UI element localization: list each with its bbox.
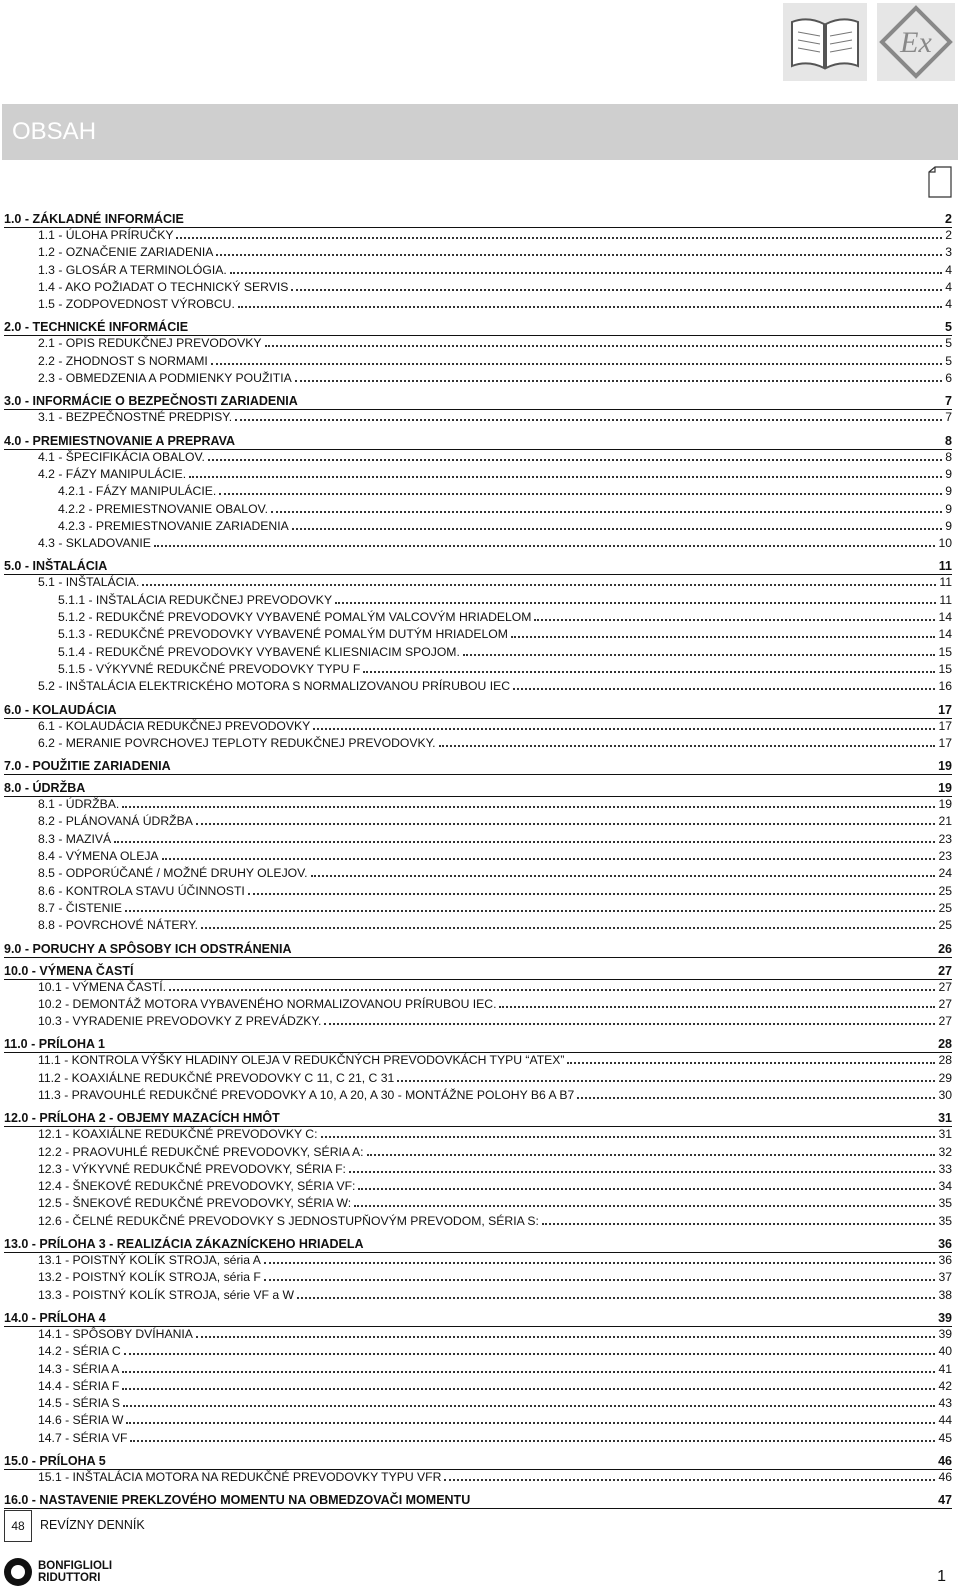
toc-entry[interactable] bbox=[4, 371, 952, 388]
toc-leader-dots bbox=[248, 892, 936, 895]
toc-leader-dots bbox=[542, 1222, 936, 1225]
toc-entry[interactable] bbox=[4, 1362, 952, 1379]
manual-book-icon bbox=[782, 2, 868, 82]
toc-page-number: 4 bbox=[945, 297, 952, 312]
toc-entry[interactable] bbox=[4, 1196, 952, 1213]
toc-page-number: 9 bbox=[945, 484, 952, 499]
toc-entry[interactable] bbox=[4, 410, 952, 427]
toc-title: 15.1 - INŠTALÁCIA MOTORA NA REDUKČNÉ PREVODOVKY TYPU VFR bbox=[38, 1470, 442, 1485]
toc-title: 8.7 - ČISTENIE bbox=[38, 900, 122, 915]
toc-section-heading[interactable] bbox=[4, 555, 952, 575]
toc-subentry[interactable] bbox=[4, 502, 952, 519]
toc-title: 4.1 - ŠPECIFIKÁCIA OBALOV. bbox=[38, 449, 205, 464]
toc-title: 8.0 - ÚDRŽBA bbox=[4, 781, 86, 796]
toc-section-heading[interactable] bbox=[4, 960, 952, 980]
toc-title: 14.5 - SÉRIA S bbox=[38, 1396, 120, 1411]
toc-entry[interactable] bbox=[4, 336, 952, 353]
toc-leader-dots bbox=[124, 1352, 936, 1355]
toc-page-number: 33 bbox=[938, 1161, 952, 1176]
toc-page-number: 40 bbox=[938, 1344, 952, 1359]
toc-leader-dots bbox=[123, 1404, 935, 1407]
toc-page-number: 2 bbox=[945, 228, 952, 242]
toc-leader-dots bbox=[297, 1296, 935, 1299]
toc-subentry[interactable] bbox=[4, 662, 952, 679]
toc-title: 10.1 - VÝMENA ČASTÍ. bbox=[38, 979, 167, 994]
toc-title: 10.2 - DEMONTÁŽ MOTORA VYBAVENÉHO NORMALIZOVANOU PRÍRUBOU IEC. bbox=[38, 996, 497, 1011]
toc-page-number: 35 bbox=[938, 1213, 952, 1228]
toc-section-heading[interactable] bbox=[4, 1489, 952, 1509]
toc-entry[interactable] bbox=[4, 866, 952, 883]
toc-entry[interactable] bbox=[4, 536, 952, 553]
toc-leader-dots bbox=[169, 988, 935, 991]
toc-title: 8.8 - POVRCHOVÉ NÁTERY. bbox=[38, 918, 199, 933]
toc-section-heading[interactable] bbox=[4, 755, 952, 775]
toc-page-number: 23 bbox=[938, 849, 952, 864]
toc-title: 12.5 - ŠNEKOVÉ REDUKČNÉ PREVODOVKY, SÉRIA W: bbox=[38, 1196, 352, 1211]
toc-page-number: 6 bbox=[945, 371, 952, 386]
toc-page-number: 25 bbox=[938, 918, 952, 933]
toc-title: 6.1 - KOLAUDÁCIA REDUKČNEJ PREVODOVKY bbox=[38, 718, 311, 733]
toc-page-number: 29 bbox=[938, 1070, 952, 1085]
toc-title: 5.1.4 - REDUKČNÉ PREVODOVKY VYBAVENÉ KLIESNIACIM SPOJOM. bbox=[58, 644, 460, 659]
revision-page-box bbox=[4, 1510, 32, 1542]
toc-page-number: 4 bbox=[945, 262, 952, 277]
toc-title: 8.5 - ODPORÚČANÉ / MOŽNÉ DRUHY OLEJOV. bbox=[38, 866, 308, 881]
toc-title: 14.3 - SÉRIA A bbox=[38, 1361, 120, 1376]
toc-title: 5.1.1 - INŠTALÁCIA REDUKČNEJ PREVODOVKY bbox=[58, 592, 333, 607]
toc-page-number: 23 bbox=[938, 831, 952, 846]
table-of-contents bbox=[4, 206, 952, 1509]
toc-title: 12.2 - PRAOVUHLÉ REDUKČNÉ PREVODOVKY, SÉRIA A: bbox=[38, 1144, 364, 1159]
toc-leader-dots bbox=[208, 458, 942, 461]
toc-title: 10.0 - VÝMENA ČASTÍ bbox=[4, 963, 134, 978]
toc-title: 4.0 - PREMIESTNOVANIE A PREPRAVA bbox=[4, 433, 236, 448]
toc-section-heading[interactable] bbox=[4, 316, 952, 336]
toc-leader-dots bbox=[324, 1022, 935, 1025]
toc-leader-dots bbox=[122, 1370, 935, 1373]
toc-entry[interactable] bbox=[4, 297, 952, 314]
toc-title: 11.1 - KONTROLA VÝŠKY HLADINY OLEJA V REDUKČNÝCH PREVODOVKÁCH TYPU “ATEX” bbox=[38, 1053, 565, 1068]
toc-title: 1.2 - OZNAČENIE ZARIADENIA bbox=[38, 245, 214, 260]
toc-entry[interactable] bbox=[4, 797, 952, 814]
toc-leader-dots bbox=[122, 1387, 935, 1390]
toc-leader-dots bbox=[216, 253, 942, 256]
toc-entry[interactable] bbox=[4, 1179, 952, 1196]
toc-leader-dots bbox=[264, 1278, 936, 1281]
toc-page-number: 19 bbox=[938, 759, 952, 774]
toc-entry[interactable] bbox=[4, 1431, 952, 1448]
toc-leader-dots bbox=[499, 1005, 935, 1008]
toc-leader-dots bbox=[349, 1170, 935, 1173]
toc-page-number: 27 bbox=[938, 963, 952, 978]
toc-title: 4.3 - SKLADOVANIE bbox=[38, 536, 151, 551]
toc-page-number: 17 bbox=[938, 735, 952, 750]
toc-entry[interactable] bbox=[4, 354, 952, 371]
toc-entry[interactable] bbox=[4, 1088, 952, 1105]
toc-entry[interactable] bbox=[4, 719, 952, 736]
toc-title: 11.2 - KOAXIÁLNE REDUKČNÉ PREVODOVKY C 11, C 21, C 31 bbox=[38, 1070, 395, 1085]
toc-entry[interactable] bbox=[4, 467, 952, 484]
toc-leader-dots bbox=[313, 727, 935, 730]
toc-section-heading[interactable] bbox=[4, 1233, 952, 1253]
toc-entry[interactable] bbox=[4, 832, 952, 849]
toc-page-number: 36 bbox=[938, 1253, 952, 1268]
revision-page-number: 48 bbox=[11, 1519, 25, 1533]
toc-title: 7.0 - POUŽITIE ZARIADENIA bbox=[4, 759, 171, 774]
toc-title: 4.2.3 - PREMIESTNOVANIE ZARIADENIA bbox=[58, 518, 289, 533]
toc-page-number: 30 bbox=[938, 1087, 952, 1102]
toc-title: 15.0 - PRÍLOHA 5 bbox=[4, 1454, 106, 1469]
toc-leader-dots bbox=[463, 653, 936, 656]
toc-leader-dots bbox=[311, 874, 936, 877]
svg-text:Ex: Ex bbox=[900, 26, 932, 59]
toc-leader-dots bbox=[238, 305, 942, 308]
toc-section-heading[interactable] bbox=[4, 1033, 952, 1053]
brand-mark-icon bbox=[4, 1558, 32, 1586]
toc-entry[interactable] bbox=[4, 1270, 952, 1287]
toc-leader-dots bbox=[211, 362, 942, 365]
toc-page-number: 3 bbox=[945, 245, 952, 260]
brand-logo bbox=[4, 1558, 112, 1586]
toc-title: 14.4 - SÉRIA F bbox=[38, 1378, 120, 1393]
brand-subname: RIDUTTORI bbox=[38, 1572, 101, 1584]
toc-section-heading[interactable] bbox=[4, 777, 952, 797]
toc-title: 4.2.2 - PREMIESTNOVANIE OBALOV. bbox=[58, 501, 268, 516]
toc-leader-dots bbox=[125, 909, 935, 912]
toc-leader-dots bbox=[439, 744, 936, 747]
toc-title: 3.0 - INFORMÁCIE O BEZPEČNOSTI ZARIADENIA bbox=[4, 394, 298, 409]
toc-title: 12.1 - KOAXIÁLNE REDUKČNÉ PREVODOVKY C: bbox=[38, 1127, 318, 1142]
toc-entry[interactable] bbox=[4, 679, 952, 696]
header-icons bbox=[782, 2, 956, 82]
toc-entry[interactable] bbox=[4, 997, 952, 1014]
toc-leader-dots bbox=[354, 1204, 935, 1207]
toc-leader-dots bbox=[230, 271, 942, 274]
toc-page-number: 9 bbox=[945, 501, 952, 516]
toc-title: 13.0 - PRÍLOHA 3 - REALIZÁCIA ZÁKAZNÍCKEHO HRIADELA bbox=[4, 1237, 364, 1252]
toc-title: 1.5 - ZODPOVEDNOST VÝROBCU. bbox=[38, 297, 235, 312]
toc-leader-dots bbox=[154, 544, 936, 547]
toc-page-number: 19 bbox=[938, 797, 952, 812]
toc-leader-dots bbox=[201, 926, 935, 929]
revision-log-link[interactable]: REVÍZNY DENNÍK bbox=[40, 1518, 145, 1532]
toc-section-heading[interactable] bbox=[4, 208, 952, 228]
toc-page-number: 31 bbox=[938, 1111, 952, 1126]
toc-title: 6.0 - KOLAUDÁCIA bbox=[4, 702, 117, 717]
toc-leader-dots bbox=[534, 618, 935, 621]
toc-page-number: 11 bbox=[939, 592, 952, 607]
toc-title: 14.7 - SÉRIA VF bbox=[38, 1430, 128, 1445]
toc-leader-dots bbox=[271, 510, 942, 513]
toc-title: 14.2 - SÉRIA C bbox=[38, 1344, 121, 1359]
toc-page-number: 28 bbox=[938, 1037, 952, 1052]
toc-page-number: 25 bbox=[938, 900, 952, 915]
toc-page-number: 44 bbox=[938, 1413, 952, 1428]
toc-page-number: 16 bbox=[938, 679, 952, 694]
toc-leader-dots bbox=[122, 805, 935, 808]
toc-entry[interactable] bbox=[4, 1470, 952, 1487]
toc-title: 9.0 - PORUCHY A SPÔSOBY ICH ODSTRÁNENIA bbox=[4, 941, 292, 956]
toc-page-number: 17 bbox=[938, 702, 952, 717]
toc-title: 8.4 - VÝMENA OLEJA bbox=[38, 849, 159, 864]
toc-leader-dots bbox=[321, 1135, 936, 1138]
toc-entry[interactable] bbox=[4, 849, 952, 866]
toc-entry[interactable] bbox=[4, 1379, 952, 1396]
toc-title: 12.0 - PRÍLOHA 2 - OBJEMY MAZACÍCH HMÔT bbox=[4, 1111, 280, 1126]
toc-page-number: 27 bbox=[938, 979, 952, 994]
toc-title: 4.2.1 - FÁZY MANIPULÁCIE. bbox=[58, 484, 217, 499]
toc-page-number: 43 bbox=[938, 1396, 952, 1411]
toc-leader-dots bbox=[577, 1096, 935, 1099]
toc-page-number: 7 bbox=[945, 394, 952, 409]
toc-title: 1.1 - ÚLOHA PRÍRUČKY bbox=[38, 228, 174, 242]
toc-page-number: 35 bbox=[938, 1196, 952, 1211]
toc-page-number: 47 bbox=[938, 1493, 952, 1508]
toc-entry[interactable] bbox=[4, 1162, 952, 1179]
toc-title: 5.1.3 - REDUKČNÉ PREVODOVKY VYBAVENÉ POMALÝM DUTÝM HRIADELOM bbox=[58, 627, 508, 642]
toc-entry[interactable] bbox=[4, 1327, 952, 1344]
toc-leader-dots bbox=[295, 379, 942, 382]
toc-title: 4.2 - FÁZY MANIPULÁCIE. bbox=[38, 466, 187, 481]
toc-title: 13.1 - POISTNÝ KOLÍK STROJA, séria A bbox=[38, 1253, 261, 1268]
toc-section-heading[interactable] bbox=[4, 699, 952, 719]
toc-title: 13.3 - POISTNÝ KOLÍK STROJA, série VF a W bbox=[38, 1287, 295, 1302]
toc-page-number: 38 bbox=[938, 1287, 952, 1302]
page-number: 1 bbox=[937, 1568, 946, 1585]
toc-page-number: 17 bbox=[938, 718, 952, 733]
toc-entry[interactable] bbox=[4, 901, 952, 918]
toc-page-number: 25 bbox=[938, 883, 952, 898]
toc-page-number: 15 bbox=[938, 661, 952, 676]
toc-page-number: 31 bbox=[938, 1127, 952, 1142]
toc-leader-dots bbox=[567, 1061, 935, 1064]
toc-page-number: 39 bbox=[938, 1326, 952, 1341]
toc-title: 5.1 - INŠTALÁCIA. bbox=[38, 575, 140, 590]
toc-leader-dots bbox=[196, 822, 936, 825]
toc-title: 16.0 - NASTAVENIE PREKLZOVÉHO MOMENTU NA OBMEDZOVAČI MOMENTU bbox=[4, 1493, 471, 1508]
toc-section-heading[interactable] bbox=[4, 430, 952, 450]
toc-page-number: 11 bbox=[938, 559, 952, 574]
toc-entry[interactable] bbox=[4, 1253, 952, 1270]
toc-leader-dots bbox=[265, 344, 943, 347]
toc-title: 6.2 - MERANIE POVRCHOVEJ TEPLOTY REDUKČNEJ PREVODOVKY. bbox=[38, 735, 436, 750]
toc-title: 14.6 - SÉRIA W bbox=[38, 1413, 124, 1428]
toc-page-number: 24 bbox=[938, 866, 952, 881]
toc-title: 12.6 - ČELNÉ REDUKČNÉ PREVODOVKY S JEDNOSTUPŇOVÝM PREVODOM, SÉRIA S: bbox=[38, 1213, 539, 1228]
toc-title: 2.0 - TECHNICKÉ INFORMÁCIE bbox=[4, 320, 189, 335]
toc-subentry[interactable] bbox=[4, 645, 952, 662]
toc-entry[interactable] bbox=[4, 1214, 952, 1231]
toc-entry[interactable] bbox=[4, 814, 952, 831]
toc-title: 11.0 - PRÍLOHA 1 bbox=[4, 1037, 105, 1052]
toc-leader-dots bbox=[162, 857, 936, 860]
toc-entry[interactable] bbox=[4, 1344, 952, 1361]
toc-title: 13.2 - POISTNÝ KOLÍK STROJA, séria F bbox=[38, 1270, 261, 1285]
page-icon bbox=[928, 166, 952, 198]
toc-leader-dots bbox=[264, 1261, 936, 1264]
toc-entry[interactable] bbox=[4, 980, 952, 997]
toc-entry[interactable] bbox=[4, 884, 952, 901]
toc-page-number: 27 bbox=[938, 996, 952, 1011]
toc-page-number: 14 bbox=[938, 610, 952, 625]
toc-leader-dots bbox=[176, 236, 942, 239]
toc-page-number: 39 bbox=[938, 1310, 952, 1325]
toc-leader-dots bbox=[397, 1079, 935, 1082]
toc-leader-dots bbox=[235, 418, 942, 421]
toc-leader-dots bbox=[114, 840, 935, 843]
toc-page-number: 36 bbox=[938, 1237, 952, 1252]
toc-entry[interactable] bbox=[4, 575, 952, 592]
toc-page-number: 32 bbox=[938, 1144, 952, 1159]
toc-leader-dots bbox=[142, 583, 936, 586]
toc-entry[interactable] bbox=[4, 245, 952, 262]
toc-section-heading[interactable] bbox=[4, 1307, 952, 1327]
toc-page-number: 2 bbox=[945, 212, 952, 226]
toc-leader-dots bbox=[444, 1478, 935, 1481]
toc-page-number: 8 bbox=[945, 433, 952, 448]
toc-page-number: 4 bbox=[945, 279, 952, 294]
toc-title: 12.3 - VÝKYVNÉ REDUKČNÉ PREVODOVKY, SÉRIA F: bbox=[38, 1161, 346, 1176]
toc-page-number: 28 bbox=[938, 1053, 952, 1068]
toc-title: 1.4 - AKO POŽIADAT O TECHNICKÝ SERVIS bbox=[38, 279, 289, 294]
toc-title: 2.1 - OPIS REDUKČNEJ PREVODOVKY bbox=[38, 336, 262, 351]
toc-title: 8.6 - KONTROLA STAVU ÚČINNOSTI bbox=[38, 883, 245, 898]
toc-page-number: 5 bbox=[945, 353, 952, 368]
toc-subentry[interactable] bbox=[4, 519, 952, 536]
toc-title: 1.3 - GLOSÁR A TERMINOLÓGIA. bbox=[38, 262, 227, 277]
toc-leader-dots bbox=[130, 1439, 935, 1442]
toc-page-number: 5 bbox=[945, 336, 952, 351]
toc-leader-dots bbox=[219, 492, 942, 495]
toc-leader-dots bbox=[189, 475, 942, 478]
toc-entry[interactable] bbox=[4, 918, 952, 935]
toc-page-number: 9 bbox=[945, 518, 952, 533]
toc-title: 1.0 - ZÁKLADNÉ INFORMÁCIE bbox=[4, 212, 184, 226]
toc-leader-dots bbox=[196, 1335, 936, 1338]
toc-title: 14.0 - PRÍLOHA 4 bbox=[4, 1310, 106, 1325]
page-title: OBSAH bbox=[12, 118, 97, 145]
toc-title: 3.1 - BEZPEČNOSTNÉ PREDPISY. bbox=[38, 410, 233, 425]
toc-subentry[interactable] bbox=[4, 627, 952, 644]
toc-title: 5.0 - INŠTALÁCIA bbox=[4, 559, 108, 574]
toc-entry[interactable] bbox=[4, 1071, 952, 1088]
toc-entry[interactable] bbox=[4, 263, 952, 280]
toc-entry[interactable] bbox=[4, 228, 952, 245]
toc-page-number: 41 bbox=[938, 1361, 952, 1376]
toc-page-number: 15 bbox=[938, 644, 952, 659]
toc-entry[interactable] bbox=[4, 736, 952, 753]
toc-entry[interactable] bbox=[4, 1014, 952, 1031]
toc-entry[interactable] bbox=[4, 450, 952, 467]
toc-page-number: 14 bbox=[938, 627, 952, 642]
toc-title: 2.2 - ZHODNOST S NORMAMI bbox=[38, 353, 208, 368]
toc-page-number: 8 bbox=[945, 449, 952, 464]
toc-page-number: 19 bbox=[938, 781, 952, 796]
toc-title: 10.3 - VYRADENIE PREVODOVKY Z PREVÁDZKY. bbox=[38, 1014, 322, 1029]
toc-title: 8.3 - MAZIVÁ bbox=[38, 831, 112, 846]
toc-title: 8.2 - PLÁNOVANÁ ÚDRŽBA bbox=[38, 814, 193, 829]
toc-section-heading[interactable] bbox=[4, 1450, 952, 1470]
toc-entry[interactable] bbox=[4, 1413, 952, 1430]
toc-title: 14.1 - SPÔSOBY DVÍHANIA bbox=[38, 1326, 193, 1341]
toc-page-number: 10 bbox=[938, 536, 952, 551]
title-banner bbox=[2, 104, 958, 160]
toc-leader-dots bbox=[511, 635, 936, 638]
toc-entry[interactable] bbox=[4, 1396, 952, 1413]
toc-title: 8.1 - ÚDRŽBA. bbox=[38, 797, 120, 812]
toc-section-heading[interactable] bbox=[4, 1107, 952, 1127]
toc-leader-dots bbox=[292, 527, 943, 530]
toc-title: 5.1.5 - VÝKYVNÉ REDUKČNÉ PREVODOVKY TYPU F bbox=[58, 661, 361, 676]
toc-page-number: 5 bbox=[945, 320, 952, 335]
toc-page-number: 45 bbox=[938, 1430, 952, 1445]
toc-page-number: 11 bbox=[939, 575, 952, 590]
toc-entry[interactable] bbox=[4, 1053, 952, 1070]
toc-section-heading[interactable] bbox=[4, 390, 952, 410]
toc-page-number: 27 bbox=[938, 1014, 952, 1029]
toc-subentry[interactable] bbox=[4, 610, 952, 627]
toc-entry[interactable] bbox=[4, 1145, 952, 1162]
toc-page-number: 46 bbox=[938, 1454, 952, 1469]
ex-atex-icon bbox=[876, 2, 956, 82]
toc-page-number: 37 bbox=[938, 1270, 952, 1285]
toc-leader-dots bbox=[291, 288, 942, 291]
toc-entry[interactable] bbox=[4, 1127, 952, 1144]
toc-page-number: 7 bbox=[945, 410, 952, 425]
toc-entry[interactable] bbox=[4, 1288, 952, 1305]
toc-subentry[interactable] bbox=[4, 593, 952, 610]
toc-page-number: 9 bbox=[945, 466, 952, 481]
toc-title: 12.4 - ŠNEKOVÉ REDUKČNÉ PREVODOVKY, SÉRIA VF: bbox=[38, 1179, 356, 1194]
toc-title: 11.3 - PRAVOUHLÉ REDUKČNÉ PREVODOVKY A 10, A 20, A 30 - MONTÁŽNE POLOHY B6 A B7 bbox=[38, 1087, 575, 1102]
toc-section-heading[interactable] bbox=[4, 938, 952, 958]
toc-leader-dots bbox=[513, 687, 935, 690]
toc-entry[interactable] bbox=[4, 280, 952, 297]
toc-title: 5.2 - INŠTALÁCIA ELEKTRICKÉHO MOTORA S NORMALIZOVANOU PRÍRUBOU IEC bbox=[38, 679, 511, 694]
toc-page-number: 46 bbox=[938, 1470, 952, 1485]
toc-leader-dots bbox=[335, 601, 936, 604]
toc-subentry[interactable] bbox=[4, 484, 952, 501]
toc-title: 2.3 - OBMEDZENIA A PODMIENKY POUŽITIA bbox=[38, 371, 292, 386]
toc-page-number: 26 bbox=[938, 941, 952, 956]
toc-leader-dots bbox=[126, 1421, 935, 1424]
toc-page-number: 42 bbox=[938, 1378, 952, 1393]
toc-leader-dots bbox=[358, 1187, 935, 1190]
toc-title: 5.1.2 - REDUKČNÉ PREVODOVKY VYBAVENÉ POMALÝM VALCOVÝM HRIADELOM bbox=[58, 610, 532, 625]
toc-leader-dots bbox=[363, 670, 935, 673]
toc-leader-dots bbox=[367, 1153, 936, 1156]
toc-page-number: 21 bbox=[938, 814, 952, 829]
toc-page-number: 34 bbox=[938, 1179, 952, 1194]
brand-name: BONFIGLIOLI bbox=[38, 1560, 113, 1572]
